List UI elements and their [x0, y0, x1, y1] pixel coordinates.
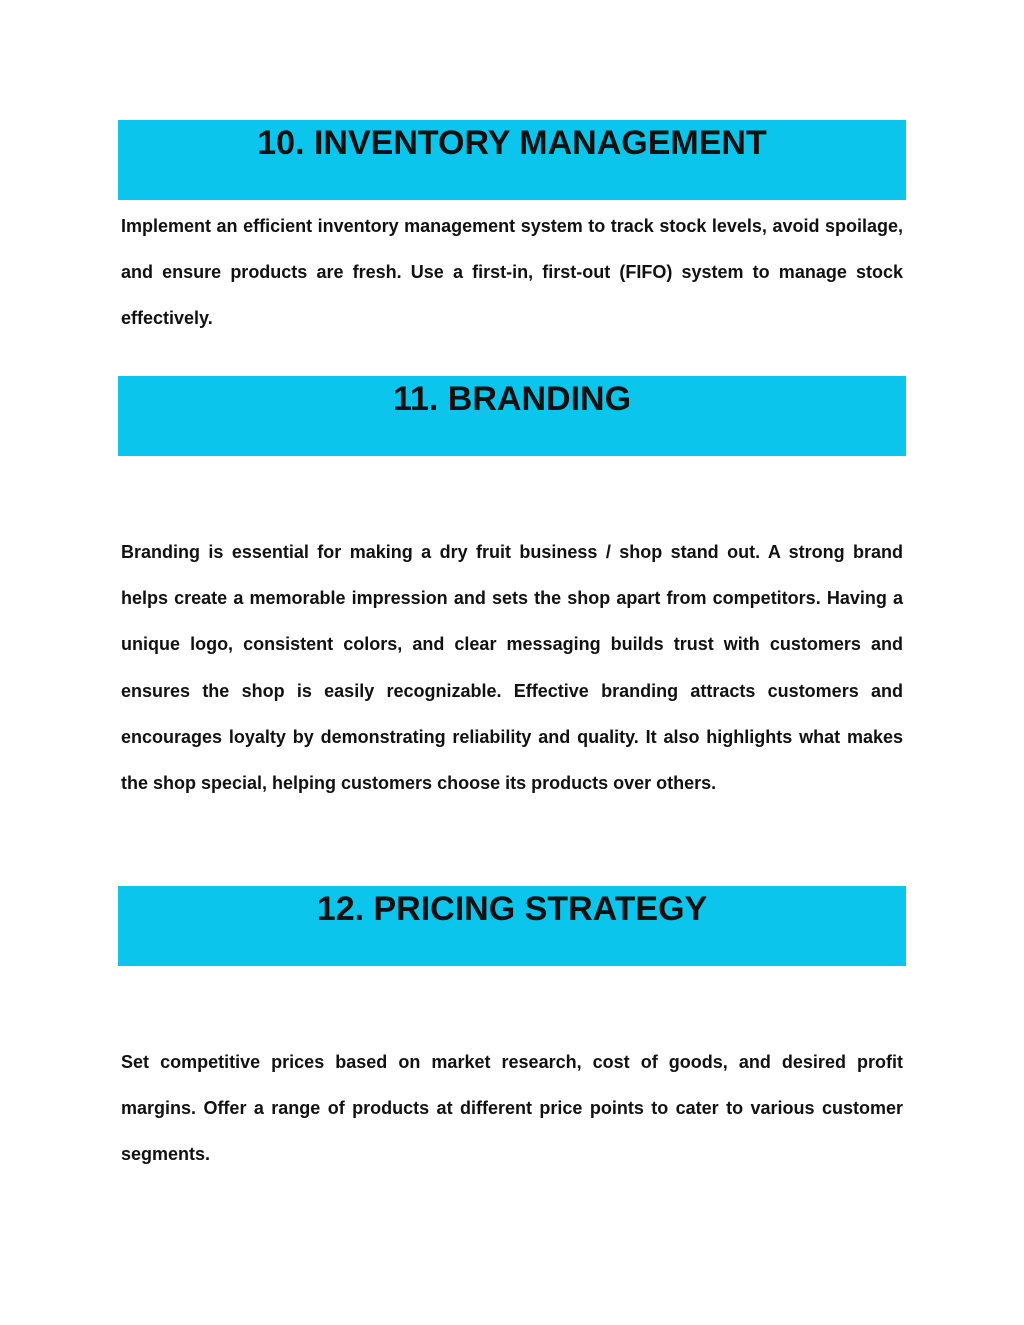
section-header-pricing-strategy: [118, 886, 906, 966]
section-paragraph-pricing-strategy: Set competitive prices based on market research, cost of goods, and desired profit margins. Offer a range of products at different price points to cater to various customer segments.: [121, 1052, 903, 1165]
section-paragraph-branding: Branding is essential for making a dry fruit business / shop stand out. A strong brand helps create a memorable impression and sets the shop apart from competitors. Having a unique logo, consistent colors, and clear messaging builds trust with customers and ensures the shop is easily recognizable. Effective branding attracts customers and encourages loyalty by demonstrating reliability and quality. It also highlights what makes the shop special, helping customers choose its products over others.: [121, 542, 903, 794]
section-paragraph-inventory-management: Implement an efficient inventory management system to track stock levels, avoid spoilage, and ensure products are fresh. Use a first-in, first-out (FIFO) system to manage stock effectively.: [121, 216, 903, 329]
section-header-branding: [118, 376, 906, 456]
section-heading: 12. PRICING STRATEGY: [316, 890, 708, 928]
section-heading: 11. BRANDING: [392, 380, 632, 418]
section-heading: 10. INVENTORY MANAGEMENT: [257, 124, 767, 162]
section-header-inventory-management: [118, 120, 906, 200]
